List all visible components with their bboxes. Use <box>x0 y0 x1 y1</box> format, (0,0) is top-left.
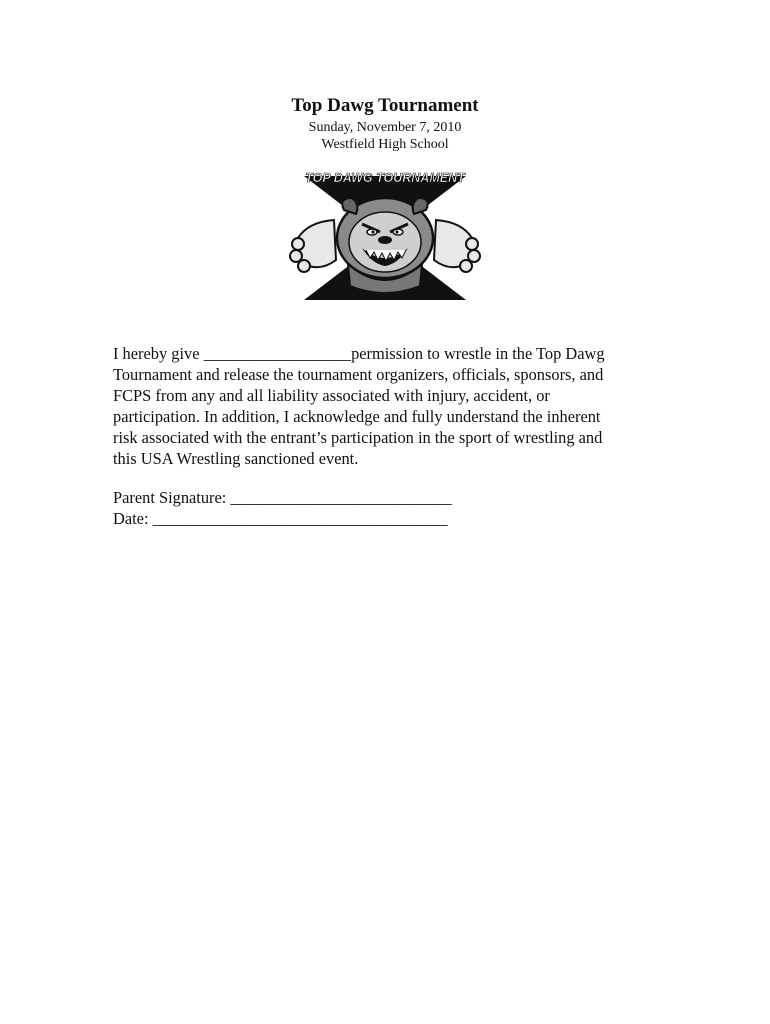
logo-banner-text: TOP DAWG TOURNAMENT <box>305 171 465 185</box>
waiver-line: Tournament and release the tournament organizers, officials, sponsors, and <box>113 365 604 384</box>
signature-block <box>113 487 658 529</box>
waiver-line: participation. In addition, I acknowledge and fully understand the inherent <box>113 407 601 426</box>
left-paw <box>290 220 336 272</box>
parent-signature-field: Parent Signature: ___________________________ <box>113 488 452 507</box>
waiver-line: this USA Wrestling sanctioned event. <box>113 449 359 468</box>
right-paw <box>434 220 480 272</box>
waiver-line: I hereby give __________________permission to wrestle in the Top Dawg <box>113 344 605 363</box>
event-date: Sunday, November 7, 2010 <box>308 120 462 135</box>
bulldog-head <box>337 198 433 278</box>
event-location: Westfield High School <box>321 137 449 152</box>
date-field: Date: ____________________________________ <box>113 509 448 528</box>
waiver-line: FCPS from any and all liability associated with injury, accident, or <box>113 386 550 405</box>
waiver-line: risk associated with the entrant’s participation in the sport of wrestling and <box>113 428 603 447</box>
bulldog-mascot-icon <box>286 168 484 302</box>
waiver-paragraph <box>113 343 658 469</box>
page-title: Top Dawg Tournament <box>291 95 479 116</box>
